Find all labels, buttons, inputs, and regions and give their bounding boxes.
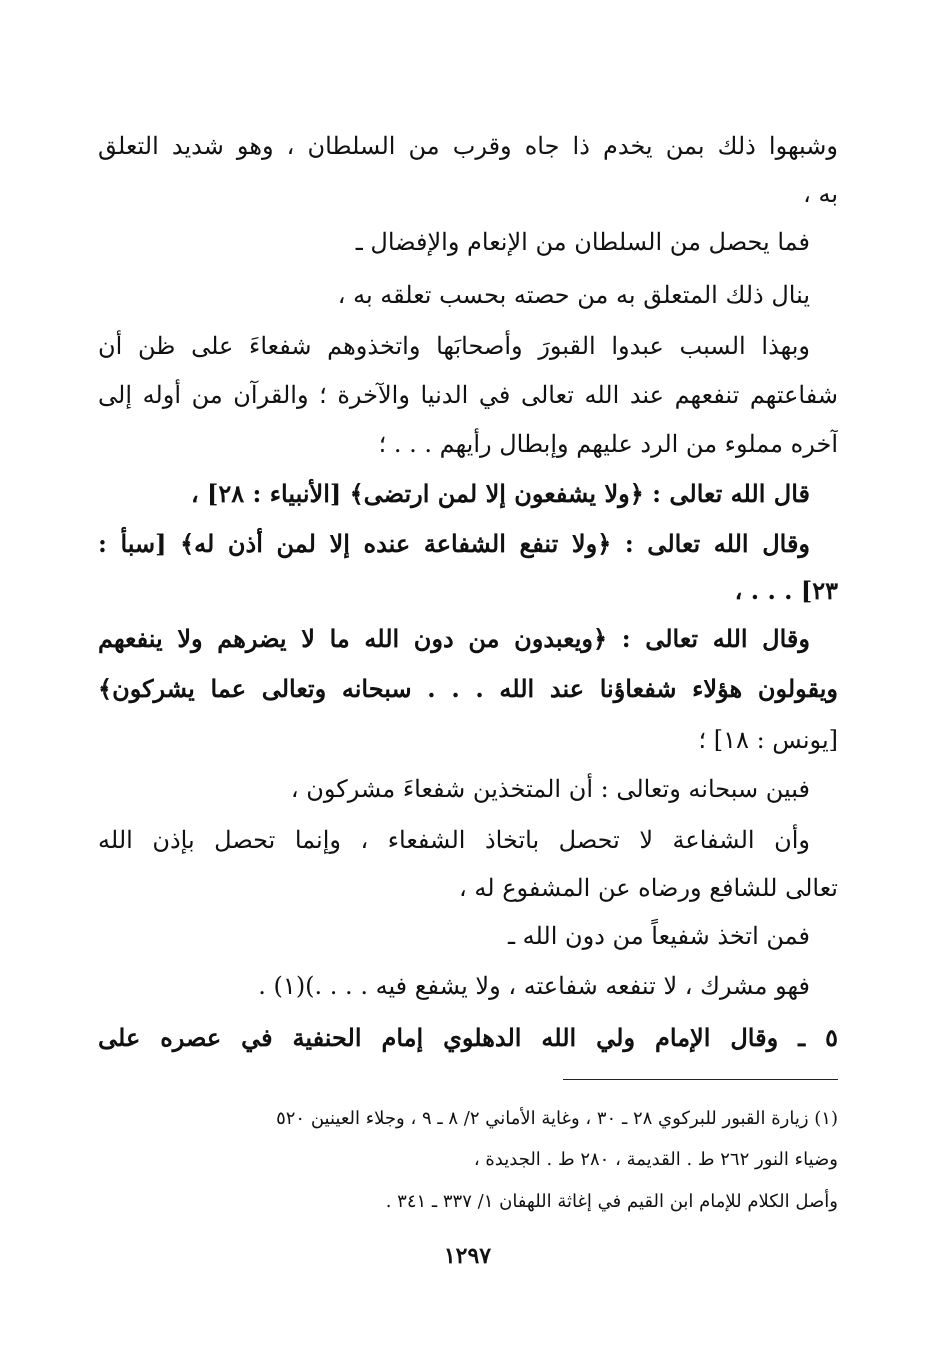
body-line-5: وبهذا السبب عبدوا القبورَ وأصحابَها واتخذوهم شفعاءَ على ظن أن	[98, 332, 810, 360]
body-line-16: تعالى للشافع ورضاه عن المشفوع له ،	[459, 874, 838, 902]
body-line-15: وأن الشفاعة لا تحصل باتخاذ الشفعاء ، وإنما تحصل بإذن الله	[98, 826, 810, 854]
body-line-14: فبين سبحانه وتعالى : أن المتخذين شفعاءَ مشركون ،	[290, 775, 810, 803]
quran-quote-yunus-2: ويقولون هؤلاء شفعاؤنا عند الله . . . سبحانه وتعالى عما يشركون﴾	[98, 674, 838, 703]
quran-quote-yunus-1: وقال الله تعالى : ﴿ويعبدون من دون الله ما لا يضرهم ولا ينفعهم	[98, 624, 810, 653]
body-line-18: فهو مشرك ، لا تنفعه شفاعته ، ولا يشفع فيه . . . .)(١) .	[258, 972, 810, 1000]
body-line-2: به ،	[803, 180, 838, 208]
body-line-1: وشبهوا ذلك بمن يخدم ذا جاه وقرب من السلطان ، وهو شديد التعلق	[98, 132, 838, 160]
body-line-6: شفاعتهم تنفعهم عند الله تعالى في الدنيا والآخرة ؛ والقرآن من أوله إلى	[98, 381, 838, 409]
footnote-separator	[563, 1079, 838, 1080]
body-line-17: فمن اتخذ شفيعاً من دون الله ـ	[507, 922, 810, 950]
body-line-4: ينال ذلك المتعلق به من حصته بحسب تعلقه به ،	[337, 281, 810, 309]
quran-quote-saba: وقال الله تعالى : ﴿ولا تنفع الشفاعة عنده إلا لمن أذن له﴾ [سبأ :	[98, 529, 810, 558]
quran-quote-anbiya: قال الله تعالى : ﴿ولا يشفعون إلا لمن ارتضى﴾ [الأنبياء : ٢٨] ،	[190, 479, 810, 508]
body-line-3: فما يحصل من السلطان من الإنعام والإفضال ـ	[355, 228, 810, 256]
footnote-line-2: وضياء النور ٢٦٢ ط . القديمة ، ٢٨٠ ط . الجديدة ،	[473, 1149, 838, 1170]
page-number: ١٢٩٧	[443, 1243, 492, 1269]
footnote-line-1: (١) زيارة القبور للبركوي ٢٨ ـ ٣٠ ، وغاية الأماني ٢/ ٨ ـ ٩ ، وجلاء العينين ٥٢٠	[276, 1108, 838, 1129]
body-line-7: آخره مملوء من الرد عليهم وإبطال رأيهم . . . ؛	[378, 430, 838, 458]
footnote-line-3: وأصل الكلام للإمام ابن القيم في إغاثة اللهفان ١/ ٣٣٧ ـ ٣٤١ .	[385, 1191, 838, 1212]
section-5-heading: ٥ ـ وقال الإمام ولي الله الدهلوي إمام الحنفية في عصره على	[98, 1023, 838, 1052]
quran-ref-saba: ٢٣] . . . ،	[734, 576, 838, 605]
quran-ref-yunus: [يونس : ١٨] ؛	[698, 726, 838, 754]
